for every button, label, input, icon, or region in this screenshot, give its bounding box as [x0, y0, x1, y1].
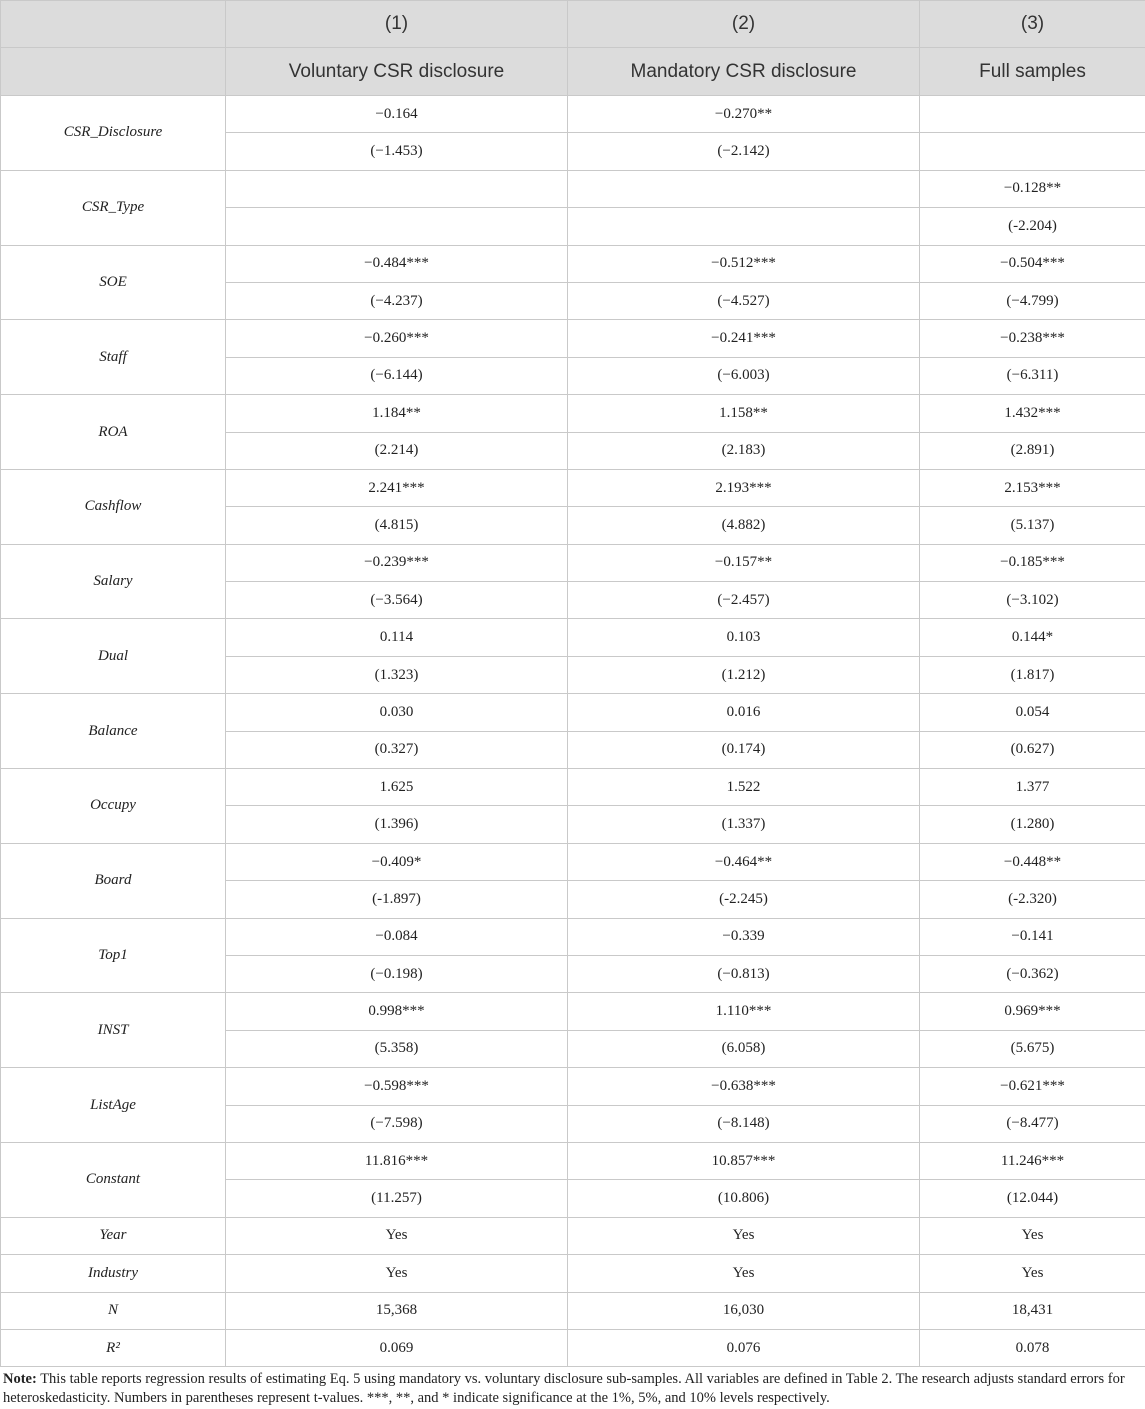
- coefficient-cell: 1.432***: [920, 395, 1145, 432]
- t-value-cell: (1.323): [226, 656, 568, 693]
- coefficient-cell: [226, 170, 568, 207]
- t-value-cell: (−0.362): [920, 955, 1145, 992]
- table-row: [1, 843, 1145, 880]
- table-row: [1, 1068, 1145, 1105]
- coefficient-cell: 2.241***: [226, 469, 568, 506]
- t-value-cell: (−4.799): [920, 282, 1145, 319]
- variable-name: Year: [1, 1217, 226, 1254]
- note-label: Note:: [3, 1371, 37, 1387]
- t-value-cell: (1.212): [568, 656, 920, 693]
- value-cell: Yes: [226, 1255, 568, 1292]
- value-cell: Yes: [568, 1217, 920, 1254]
- coefficient-cell: 1.158**: [568, 395, 920, 432]
- variable-name: Staff: [1, 320, 226, 395]
- table-row: [1, 544, 1145, 581]
- coefficient-cell: −0.239***: [226, 544, 568, 581]
- variable-name: INST: [1, 993, 226, 1068]
- coefficient-cell: −0.128**: [920, 170, 1145, 207]
- coefficient-cell: [920, 96, 1145, 133]
- header-blank: [1, 48, 226, 96]
- table-row: [1, 993, 1145, 1030]
- coefficient-cell: −0.598***: [226, 1068, 568, 1105]
- coefficient-cell: 1.522: [568, 769, 920, 806]
- t-value-cell: (12.044): [920, 1180, 1145, 1217]
- t-value-cell: [226, 208, 568, 245]
- coefficient-cell: 2.193***: [568, 469, 920, 506]
- variable-name: R²: [1, 1329, 226, 1366]
- t-value-cell: (1.396): [226, 806, 568, 843]
- t-value-cell: (1.280): [920, 806, 1145, 843]
- coefficient-cell: −0.164: [226, 96, 568, 133]
- t-value-cell: (10.806): [568, 1180, 920, 1217]
- coefficient-cell: 2.153***: [920, 469, 1145, 506]
- table-row: [1, 1217, 1145, 1254]
- t-value-cell: (−3.102): [920, 582, 1145, 619]
- col-number: (2): [568, 1, 920, 48]
- t-value-cell: [920, 133, 1145, 170]
- coefficient-cell: −0.409*: [226, 843, 568, 880]
- variable-name: Salary: [1, 544, 226, 619]
- variable-name: ListAge: [1, 1068, 226, 1143]
- coefficient-cell: −0.260***: [226, 320, 568, 357]
- t-value-cell: (−6.003): [568, 357, 920, 394]
- t-value-cell: (4.815): [226, 507, 568, 544]
- t-value-cell: (5.675): [920, 1030, 1145, 1067]
- table-row: [1, 245, 1145, 282]
- t-value-cell: (−6.311): [920, 357, 1145, 394]
- coefficient-cell: 1.110***: [568, 993, 920, 1030]
- col-name: Full samples: [920, 48, 1145, 96]
- coefficient-cell: −0.339: [568, 918, 920, 955]
- coefficient-cell: −0.241***: [568, 320, 920, 357]
- col-name: Mandatory CSR disclosure: [568, 48, 920, 96]
- t-value-cell: (-2.320): [920, 881, 1145, 918]
- t-value-cell: (-2.204): [920, 208, 1145, 245]
- table-row: [1, 694, 1145, 731]
- coefficient-cell: 0.998***: [226, 993, 568, 1030]
- coefficient-cell: −0.157**: [568, 544, 920, 581]
- value-cell: Yes: [568, 1255, 920, 1292]
- col-name: Voluntary CSR disclosure: [226, 48, 568, 96]
- coefficient-cell: −0.084: [226, 918, 568, 955]
- t-value-cell: (2.214): [226, 432, 568, 469]
- coefficient-cell: 0.030: [226, 694, 568, 731]
- value-cell: 18,431: [920, 1292, 1145, 1329]
- t-value-cell: (−8.148): [568, 1105, 920, 1142]
- coefficient-cell: −0.512***: [568, 245, 920, 282]
- coefficient-cell: −0.638***: [568, 1068, 920, 1105]
- t-value-cell: [568, 208, 920, 245]
- coefficient-cell: 11.246***: [920, 1142, 1145, 1179]
- coefficient-cell: −0.185***: [920, 544, 1145, 581]
- t-value-cell: (4.882): [568, 507, 920, 544]
- variable-name: Balance: [1, 694, 226, 769]
- t-value-cell: (5.358): [226, 1030, 568, 1067]
- coefficient-cell: 0.016: [568, 694, 920, 731]
- table-row: [1, 769, 1145, 806]
- variable-name: CSR_Type: [1, 170, 226, 245]
- table-row: [1, 1255, 1145, 1292]
- variable-name: CSR_Disclosure: [1, 96, 226, 171]
- t-value-cell: (−4.237): [226, 282, 568, 319]
- coefficient-cell: [568, 170, 920, 207]
- table-row: [1, 395, 1145, 432]
- coefficient-cell: −0.464**: [568, 843, 920, 880]
- t-value-cell: (0.174): [568, 731, 920, 768]
- variable-name: N: [1, 1292, 226, 1329]
- table-note: [3, 1370, 1141, 1408]
- value-cell: 16,030: [568, 1292, 920, 1329]
- coefficient-cell: −0.504***: [920, 245, 1145, 282]
- coefficient-cell: 0.103: [568, 619, 920, 656]
- t-value-cell: (−0.813): [568, 955, 920, 992]
- col-number: (3): [920, 1, 1145, 48]
- t-value-cell: (−8.477): [920, 1105, 1145, 1142]
- coefficient-cell: 0.114: [226, 619, 568, 656]
- t-value-cell: (1.817): [920, 656, 1145, 693]
- variable-name: Top1: [1, 918, 226, 993]
- t-value-cell: (−2.142): [568, 133, 920, 170]
- t-value-cell: (−0.198): [226, 955, 568, 992]
- table-row: [1, 320, 1145, 357]
- t-value-cell: (5.137): [920, 507, 1145, 544]
- table-row: [1, 1329, 1145, 1366]
- coefficient-cell: −0.621***: [920, 1068, 1145, 1105]
- note-text: This table reports regression results of estimating Eq. 5 using mandatory vs. voluntary disclosure sub-samples. All variables are defined in Table 2. The research adjusts standard errors for heteroskedasticity. Numbers in parentheses represent t-values. ***, **, and * indicate significance at the 1%, 5%, and 10% levels respectively.: [3, 1371, 1125, 1406]
- variable-name: Board: [1, 843, 226, 918]
- table-row: [1, 918, 1145, 955]
- coefficient-cell: 1.184**: [226, 395, 568, 432]
- variable-name: Constant: [1, 1142, 226, 1217]
- col-number: (1): [226, 1, 568, 48]
- variable-name: ROA: [1, 395, 226, 470]
- value-cell: 0.076: [568, 1329, 920, 1366]
- t-value-cell: (0.327): [226, 731, 568, 768]
- coefficient-cell: −0.270**: [568, 96, 920, 133]
- table-row: [1, 170, 1145, 207]
- coefficient-cell: 0.054: [920, 694, 1145, 731]
- t-value-cell: (2.891): [920, 432, 1145, 469]
- t-value-cell: (−4.527): [568, 282, 920, 319]
- t-value-cell: (1.337): [568, 806, 920, 843]
- value-cell: Yes: [920, 1255, 1145, 1292]
- header-blank: [1, 1, 226, 48]
- coefficient-cell: −0.484***: [226, 245, 568, 282]
- variable-name: SOE: [1, 245, 226, 320]
- value-cell: 15,368: [226, 1292, 568, 1329]
- coefficient-cell: 1.625: [226, 769, 568, 806]
- t-value-cell: (-1.897): [226, 881, 568, 918]
- coefficient-cell: −0.238***: [920, 320, 1145, 357]
- t-value-cell: (−3.564): [226, 582, 568, 619]
- coefficient-cell: 11.816***: [226, 1142, 568, 1179]
- variable-name: Cashflow: [1, 469, 226, 544]
- variable-name: Occupy: [1, 769, 226, 844]
- table-row: [1, 1292, 1145, 1329]
- table-row: [1, 96, 1145, 133]
- header-row-names: [1, 48, 1145, 96]
- t-value-cell: (-2.245): [568, 881, 920, 918]
- value-cell: 0.078: [920, 1329, 1145, 1366]
- t-value-cell: (−6.144): [226, 357, 568, 394]
- table-row: [1, 619, 1145, 656]
- coefficient-cell: 10.857***: [568, 1142, 920, 1179]
- variable-name: Industry: [1, 1255, 226, 1292]
- coefficient-cell: 0.969***: [920, 993, 1145, 1030]
- t-value-cell: (2.183): [568, 432, 920, 469]
- variable-name: Dual: [1, 619, 226, 694]
- value-cell: 0.069: [226, 1329, 568, 1366]
- value-cell: Yes: [920, 1217, 1145, 1254]
- t-value-cell: (6.058): [568, 1030, 920, 1067]
- t-value-cell: (11.257): [226, 1180, 568, 1217]
- t-value-cell: (−2.457): [568, 582, 920, 619]
- coefficient-cell: −0.141: [920, 918, 1145, 955]
- header-row-numbers: [1, 1, 1145, 48]
- t-value-cell: (−7.598): [226, 1105, 568, 1142]
- table-row: [1, 469, 1145, 506]
- coefficient-cell: 1.377: [920, 769, 1145, 806]
- t-value-cell: (0.627): [920, 731, 1145, 768]
- table-row: [1, 1142, 1145, 1179]
- table-body: [1, 96, 1145, 1367]
- coefficient-cell: 0.144*: [920, 619, 1145, 656]
- coefficient-cell: −0.448**: [920, 843, 1145, 880]
- value-cell: Yes: [226, 1217, 568, 1254]
- t-value-cell: (−1.453): [226, 133, 568, 170]
